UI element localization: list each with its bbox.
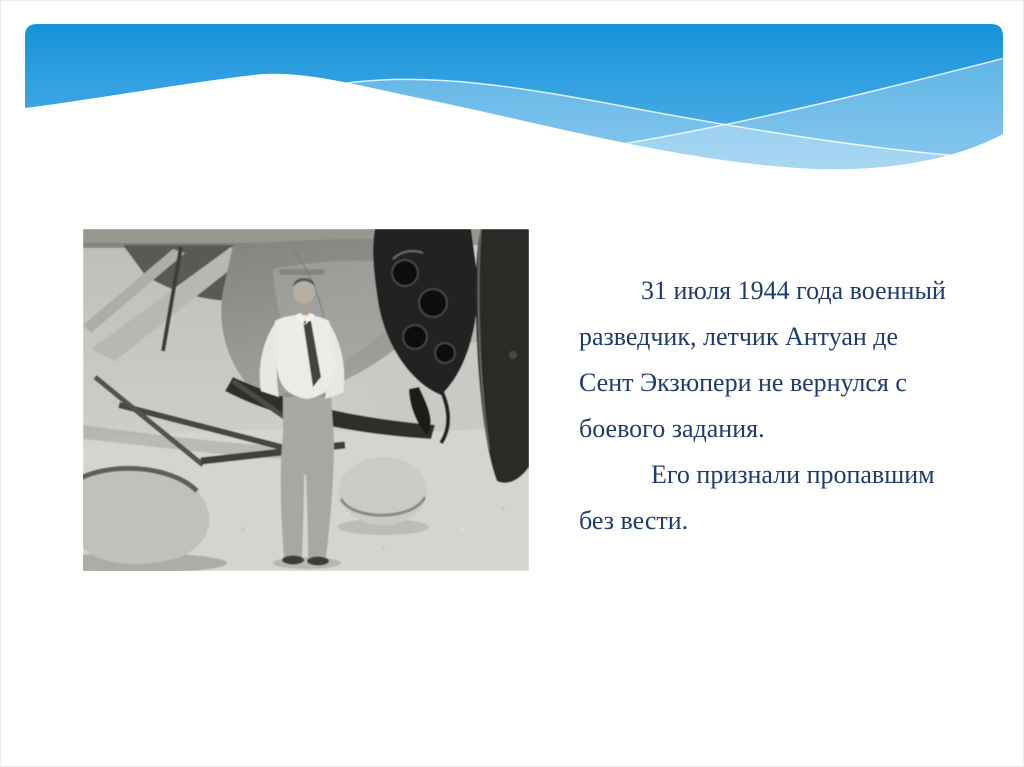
photo-engine-cylinder — [435, 343, 455, 363]
photo-engine-cylinder — [419, 289, 447, 317]
photo-engine-cylinder — [403, 325, 427, 349]
text-line: Сент Экзюпери не вернулся с — [579, 368, 907, 397]
header-wave-graphic — [1, 1, 1024, 201]
photo-saint-exupery — [83, 229, 529, 571]
text-line: Его признали пропавшим — [651, 460, 935, 489]
photo-engine-cylinder — [392, 260, 418, 286]
text-line: без вести. — [579, 506, 689, 535]
photo-blade-bolt — [509, 351, 517, 359]
text-line: 31 июля 1944 года военный — [641, 276, 946, 305]
text-line: боевого задания. — [579, 414, 765, 443]
photo-registration-marks — [279, 269, 325, 275]
text-line: разведчик, летчик Антуан де — [579, 322, 899, 351]
slide-body-text — [579, 268, 983, 544]
